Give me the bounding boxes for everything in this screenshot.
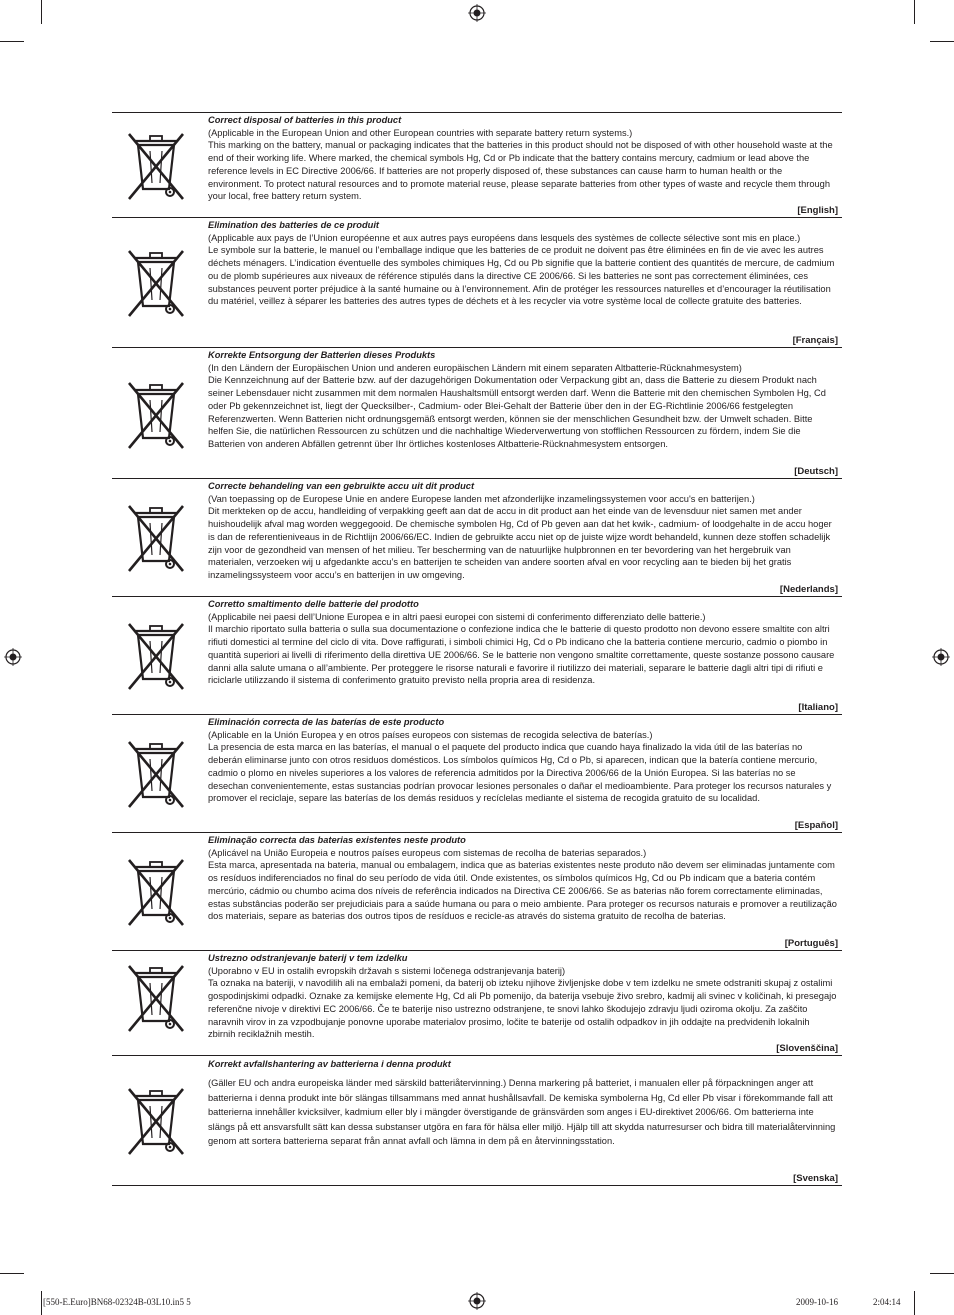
crossed-out-bin-icon (126, 621, 186, 693)
crossed-out-bin-icon (126, 131, 186, 203)
crossed-out-bin-icon (126, 857, 186, 929)
crop-mark (930, 1273, 954, 1274)
disposal-section (112, 951, 842, 1056)
section-text (208, 716, 838, 805)
section-intro: (In den Ländern der Europäischen Union und anderen europäischen Ländern mit einem separaten Altbatterie-Rücknahmesystem) (208, 362, 742, 373)
section-text (208, 834, 838, 923)
section-title: Corretto smaltimento delle batterie del prodotto (208, 599, 419, 609)
crossed-out-bin-icon (126, 1086, 186, 1158)
language-label: [Português] (784, 938, 838, 949)
footer-time: 2:04:14 (873, 1297, 901, 1307)
section-text (208, 219, 838, 308)
disposal-section (112, 218, 842, 348)
disposal-section (112, 597, 842, 715)
language-label: [Español] (794, 820, 838, 831)
section-title: Eliminación correcta de las baterías de este producto (208, 717, 445, 727)
disposal-section (112, 833, 842, 951)
crop-mark (41, 0, 42, 24)
section-body: Die Kennzeichnung auf der Batterie bzw. auf der dazugehörigen Dokumentation oder Verpackung gibt an, dass die Batterie zu diesem Produkt nach seiner Lebensdauer nicht zusammen mit dem normalen Haushaltsmüll entsorgt werden darf. Wenn die Batterie mit den chemischen Symbolen Hg, Cd oder Pb gekennzeichnet ist, liegt der Quecksilber-, Cadmium- oder Blei-Gehalt der Batterie über den in der EG-Richtlinie 2006/66 festgelegten Referenzwerten. Wenn Batterien nicht ordnungsgemäß entsorgt werden, können sie der menschlichen Gesundheit bzw. der Umwelt schaden. Bitte helfen Sie, die natürlichen Ressourcen zu schützen und die nachhaltige Wiederverwertung von stofflichen Ressourcen zu fördern, indem Sie die Batterien von anderen Abfällen getrennt über Ihr örtliches kostenloses Altbatterie-Rücknahmesystem entsorgen. (208, 375, 826, 449)
disposal-section (112, 348, 842, 479)
language-label: [Italiano] (798, 702, 838, 713)
crop-mark (930, 41, 954, 42)
section-text (208, 480, 838, 582)
section-intro: (Uporabno v EU in ostalih evropskih državah s sistemi ločenega odstranjevanja baterij) (208, 965, 566, 976)
section-text (208, 598, 838, 687)
section-body: Le symbole sur la batterie, le manuel ou l’emballage indique que les batteries de ce produit ne doivent pas être éliminées en fin de vie avec les autres déchets ménagers. L’indication éventuelle des symboles chimiques Hg, Cd ou Pb signifie que la batterie contient des quantités de mercure, de cadmium ou de plomb supérieures aux niveaux de référence stipulés dans la directive CE 2006/66. Si les batteries ne sont pas correctement éliminées, ces substances peuvent porter préjudice à la santé humaine ou à l’environnement. Afin de protéger les ressources naturelles et d’encourager la réutilisation du matériel, veillez à séparer les batteries des autres types de déchets et à les recycler via votre système local de collecte gratuite des batteries. (208, 245, 835, 307)
language-label: [Slovenščina] (776, 1043, 838, 1054)
crop-mark (914, 0, 915, 24)
section-body: (Gäller EU och andra europeiska länder med särskild batteriåtervinning.) Denna markering på batteriet, i manualen eller på förpackningen anger att batterierna i denna produkt inte bör slängas tillsammans med annat hushållsavfall. De kemiska symbolerna Hg, Cd eller Pb visar i förekommande fall att batterierna innehåller kvicksilver, kadmium eller bly i mängder överstigande de gränsvärden som anges i EU-direktivet 2006/66. Om batterierna inte slängs på ett ansvarsfullt sätt kan dessa substanser utgöra en fara för hälsa eller miljö. Hjälp till att skydda naturresurser och bidra till materialåtervinning genom att sortera batterierna separat från annat avfall och lämna in dem på en återvinningsstation. (208, 1078, 836, 1147)
crossed-out-bin-icon (126, 963, 186, 1035)
crossed-out-bin-icon (126, 380, 186, 452)
disposal-section (112, 479, 842, 597)
section-body: Il marchio riportato sulla batteria o sulla sua documentazione o confezione indica che le batterie di questo prodotto non devono essere smaltite con altri rifiuti domestici al termine del ciclo di vita. Dove raffigurati, i simboli chimici Hg, Cd o Pb indicano che la batteria contiene mercurio, cadmio o piombo in quantità superiori ai livelli di riferimento della direttiva UE 2006/66. Se le batterie non vengono smaltite correttamente, queste sostanze possono causare danni alla salute umana o all’ambiente. Per proteggere le risorse naturali e favorire il riutilizzo dei materiali, separare le batterie dagli altri tipi di rifiuti e riciclarle utilizzando il sistema di conferimento gratuito previsto nella propria area di residenza. (208, 624, 835, 686)
language-label: [Français] (792, 335, 838, 346)
registration-mark-icon (932, 648, 950, 666)
section-title: Ustrezno odstranjevanje baterij v tem izdelku (208, 953, 408, 963)
disposal-section (112, 1056, 842, 1186)
language-label: [Nederlands] (779, 584, 838, 595)
footer-file-info: [550-E.Euro]BN68-02324B-03L10.in5 5 (43, 1297, 191, 1307)
registration-mark-icon (468, 1292, 486, 1310)
language-label: [Svenska] (793, 1173, 838, 1184)
section-body: Esta marca, apresentada na bateria, manual ou embalagem, indica que as baterias existentes neste produto não devem ser eliminadas juntamente com os resíduos indiferenciados no final do seu período de vida útil. Onde existentes, os símbolos químicos Hg, Cd ou Pb indicam que a bateria contém mercúrio, cádmio ou chumbo acima dos níveis de referência indicados na Directiva CE 2006/66. Se as baterias não forem correctamente eliminadas, estas substâncias poderão ser prejudiciais para a saúde humana ou para o meio ambiente. Para proteger os recursos naturais e promover a reutilização dos materiais, separe as baterias dos outros tipos de resíduos e recicle-as através do sistema gratuito de recolha de baterias. (208, 860, 837, 922)
section-title: Korrekt avfallshantering av batterierna i denna produkt (208, 1059, 451, 1069)
crossed-out-bin-icon (126, 739, 186, 811)
section-body: La presencia de esta marca en las baterías, el manual o el paquete del producto indica que cuando haya finalizado la vida útil de las baterías no deberán eliminarse junto con otros residuos domésticos. Los símbolos químicos Hg, Cd o Pb, si aparecen, indican que la batería contiene mercurio, cadmio o plomo en niveles superiores a los valores de referencia admitidos por la Directiva 2006/66 de la Unión Europea. Si las baterías no se desechan convenientemente, estas sustancias podrían provocar lesiones personales o dañar el medioambiente. Para proteger los recursos naturales y promover el reciclaje, separe las baterías de los demás residuos y recíclelas mediante el sistema de recogida gratuito de su localidad. (208, 742, 832, 804)
section-intro: (Aplicable en la Unión Europea y en otros países europeos con sistemas de recogida selectiva de baterías.) (208, 729, 653, 740)
footer-date: 2009-10-16 (796, 1297, 838, 1307)
registration-mark-icon (468, 4, 486, 22)
section-title: Correcte behandeling van een gebruikte accu uit dit product (208, 481, 475, 491)
section-intro: (Aplicável na União Europeia e noutros países europeus com sistemas de recolha de baterias separados.) (208, 847, 647, 858)
crossed-out-bin-icon (126, 248, 186, 320)
section-text (208, 1057, 838, 1148)
section-title: Elimination des batteries de ce produit (208, 220, 379, 230)
section-text (208, 349, 838, 451)
crop-mark (0, 1273, 24, 1274)
section-title: Correct disposal of batteries in this product (208, 115, 402, 125)
section-title: Eliminação correcta das baterias existentes neste produto (208, 835, 466, 845)
section-body: Ta oznaka na bateriji, v navodilih ali na embalaži pomeni, da baterij ob izteku njihove življenjske dobe v tem izdelku ne smete odstraniti skupaj z ostalimi gospodinjskimi odpadki. Oznake za kemijske elemente Hg, Cd ali Pb pomenijo, da baterija vsebuje živo srebro, kadmij ali svinec v količinah, ki presegajo referenčne nivoje v direktivi EC 2006/66. Če te baterije niso ustrezno odstranjene, te snovi lahko škodujejo zdravju ljudi oziroma okolju. Za zaščito naravnih virov in za vzpodbujanje ponovne uporabe materialov prosimo, ločite te baterije od ostalih odpadkov in jih oddajte na predvidenih lokalnih zbirnih reciklažnih mestih. (208, 978, 837, 1040)
registration-mark-icon (4, 648, 22, 666)
disposal-section (112, 113, 842, 218)
section-text (208, 114, 838, 203)
battery-disposal-sections (112, 112, 842, 1186)
language-label: [English] (797, 205, 838, 216)
language-label: [Deutsch] (794, 466, 838, 477)
section-body: This marking on the battery, manual or packaging indicates that the batteries in this product should not be disposed of with other household waste at the end of their working life. Where marked, the chemical symbols Hg, Cd or Pb indicate that the battery contains mercury, cadmium or lead above the reference levels in EC Directive 2006/66. If batteries are not properly disposed of, these substances can cause harm to human health or the environment. To protect natural resources and to promote material reuse, please separate batteries from other types of waste and recycle them through your local, free battery return system. (208, 140, 833, 202)
section-intro: (Applicabile nei paesi dell’Unione Europea e in altri paesi europei con sistemi di conferimento differenziato delle batterie.) (208, 611, 706, 622)
section-title: Korrekte Entsorgung der Batterien dieses Produkts (208, 350, 436, 360)
crop-mark (0, 41, 24, 42)
crossed-out-bin-icon (126, 503, 186, 575)
section-intro: (Van toepassing op de Europese Unie en andere Europese landen met afzonderlijke inzamelingssystemen voor accu's en batterijen.) (208, 493, 755, 504)
section-intro: (Applicable aux pays de l’Union européenne et aux autres pays européens dans lesquels des systèmes de collecte sélective sont mis en place.) (208, 232, 801, 243)
disposal-section (112, 715, 842, 833)
crop-mark (41, 1291, 42, 1315)
section-body: Dit merkteken op de accu, handleiding of verpakking geeft aan dat de accu in dit product aan het einde van de levensduur niet samen met ander huishoudelijk afval mag worden weggegooid. De chemische symbolen Hg, Cd of Pb geven aan dat het kwik-, cadmium- of loodgehalte in de accu hoger is dan de referentieniveaus in de Richtlijn 2006/66/EC. Indien de gebruikte accu niet op de juiste wijze wordt behandeld, kunnen deze stoffen schadelijk zijn voor de gezondheid van mensen of het milieu. Ter bescherming van de natuurlijke hulpbronnen en ter bevordering van het hergebruik van materialen, verzoeken wij u afgedankte accu’s en batterijen te scheiden van andere soorten afval en voor recycling aan te bieden bij het gratis inzamelingssysteem voor accu’s en batterijen in uw omgeving. (208, 506, 832, 580)
section-text (208, 952, 838, 1041)
section-intro: (Applicable in the European Union and other European countries with separate battery return systems.) (208, 127, 633, 138)
crop-mark (914, 1291, 915, 1315)
